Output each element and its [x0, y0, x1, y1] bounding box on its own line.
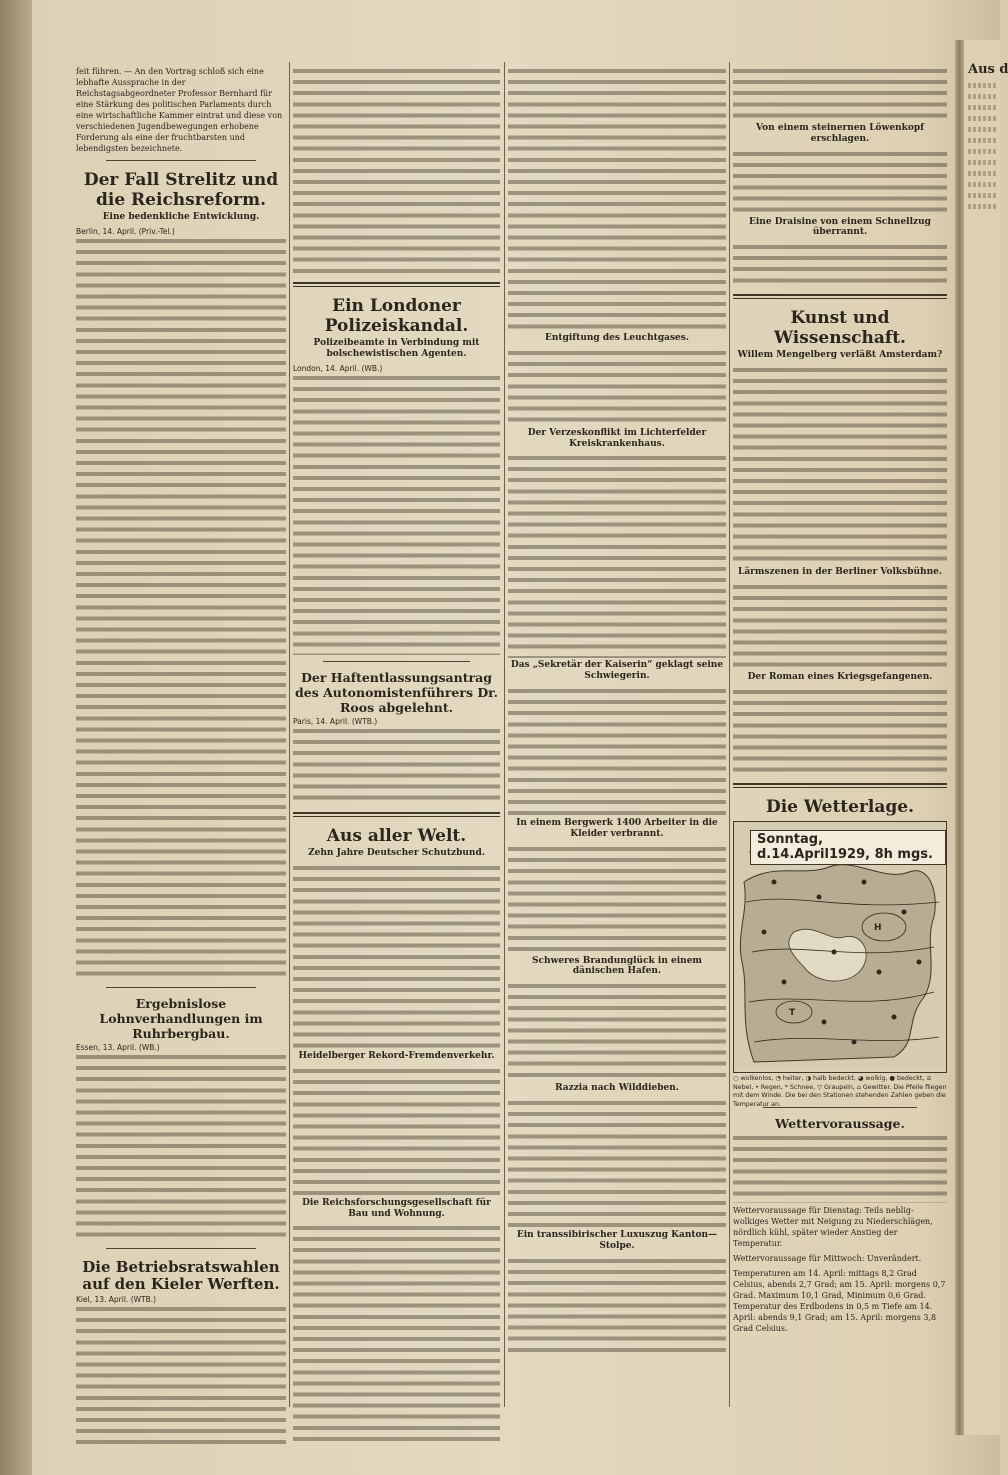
- article-body: [293, 1066, 500, 1196]
- column-3: [508, 66, 726, 1406]
- article-body: [733, 149, 947, 215]
- article-body: [293, 863, 500, 1049]
- subheadline: Zehn Jahre Deutscher Schutzbund.: [308, 848, 485, 859]
- adjacent-page-headline: Aus d: [968, 62, 1008, 77]
- column-2: [293, 66, 500, 1406]
- article-body: [733, 66, 947, 121]
- article-body: [293, 726, 500, 804]
- subheadline: Heidelberger Rekord-Fremdenverkehr.: [298, 1051, 495, 1062]
- column-rule: [504, 62, 505, 1407]
- subheadline: Eine bedenkliche Entwicklung.: [102, 212, 260, 223]
- article-body: [293, 1223, 500, 1443]
- forecast-wednesday: Wettervoraussage für Mittwoch: Unverändert.: [733, 1254, 922, 1264]
- subheadline: Schweres Brandunglück in einem dänischen Hafen.: [532, 955, 702, 977]
- article-body: [733, 365, 947, 565]
- headline: Die Betriebsratswahlen auf den Kieler Werften.: [82, 1257, 280, 1294]
- section-headline: Kunst und Wissenschaft.: [774, 308, 906, 348]
- subheadline: Razzia nach Wilddieben.: [555, 1083, 679, 1094]
- headline: Ergebnislose Lohnverhandlungen im Ruhrbergbau.: [99, 995, 263, 1041]
- subheadline: Ein transsibirischer Luxuszug Kanton—Stolpe.: [516, 1229, 718, 1251]
- article-body: [508, 1098, 726, 1228]
- forecast-tuesday: Wettervoraussage für Dienstag: Teils neblig-wolkiges Wetter mit Neigung zu Niederschlägen, nördlich kühl, später wieder Anstieg der Temperatur.: [733, 1206, 933, 1249]
- article-body: [508, 844, 726, 954]
- article-body: [508, 66, 726, 331]
- article-body: [508, 453, 726, 658]
- article-body: [733, 1133, 947, 1203]
- subheadline: Der Roman eines Kriegsgefangenen.: [747, 671, 933, 682]
- dateline: London, 14. April. (WB.): [293, 363, 383, 373]
- subheadline: Willem Mengelberg verläßt Amsterdam?: [737, 350, 943, 361]
- subheadline: Die Reichsforschungsgesellschaft für Bau und Wohnung.: [302, 1197, 491, 1219]
- article-body: [293, 373, 500, 655]
- subheadline: Von einem steinernen Löwenkopf erschlagen.: [756, 123, 924, 144]
- article-body: [508, 1256, 726, 1356]
- article-body: [508, 686, 726, 816]
- section-headline: Aus aller Welt.: [326, 825, 467, 846]
- dateline: Essen, 13. April. (WB.): [76, 1042, 160, 1052]
- article-body: [733, 582, 947, 670]
- article-body: [733, 687, 947, 775]
- binding-edge: [0, 0, 32, 1475]
- page-gutter: [955, 40, 964, 1435]
- adjacent-page: [964, 40, 1008, 1435]
- subheadline: In einem Bergwerk 1400 Arbeiter in die Kleider verbrannt.: [516, 817, 718, 839]
- article-body: [508, 348, 726, 426]
- article-body: [76, 1304, 286, 1444]
- article-body: [733, 242, 947, 286]
- subheadline: Entgiftung des Leuchtgases.: [545, 333, 689, 343]
- svg-text:T: T: [789, 1008, 796, 1019]
- subheadline: Eine Draisine von einem Schnellzug überrannt.: [749, 216, 931, 238]
- headline: Wettervoraussage.: [775, 1116, 905, 1132]
- article-continuation: feit führen. — An den Vortrag schloß sich eine lebhafte Aussprache in der Reichstagsabgeordneter Professor Bernhard für eine Stärkung des politischen Parlaments durch eine wirtschaftliche Kammer eintrat und diese von verschiedenen Jugendbewegungen erhobene Forderung als eine der fruchtbarsten und lebendigsten bezeichnete.: [76, 67, 283, 153]
- headline: Der Haftentlassungsantrag des Autonomistenführers Dr. Roos abgelehnt.: [295, 669, 498, 715]
- column-4: [733, 66, 947, 1406]
- column-rule: [729, 62, 730, 1407]
- temperature-report: Temperaturen am 14. April: mittags 8,2 Grad Celsius, abends 2,7 Grad; am 15. April: morgens 0,7 Grad. Maximum 10,1 Grad, Minimum 0,6 Grad. Temperatur des Erdbodens in 0,5 m Tiefe am 14. April: abends 9,1 Grad; am 15. April: morgens 3,8 Grad Celsius.: [733, 1269, 946, 1334]
- subheadline: Polizeibeamte in Verbindung mit bolschewistischen Agenten.: [313, 338, 480, 359]
- article-body: [508, 981, 726, 1081]
- article-body: [293, 66, 500, 274]
- svg-text:H: H: [874, 923, 882, 934]
- article-body: [76, 1052, 286, 1242]
- subheadline: Der Verzeskonflikt im Lichterfelder Kreiskrankenhaus.: [527, 427, 707, 449]
- headline: Ein Londoner Polizeiskandal.: [324, 296, 469, 336]
- article-body: [76, 236, 286, 981]
- headline: Der Fall Strelitz und die Reichsreform.: [83, 170, 279, 210]
- dateline: Berlin, 14. April. (Priv.-Tel.): [76, 226, 175, 236]
- column-rule: [289, 62, 290, 1407]
- weather-map-legend: ○ wolkenlos, ◔ heiter, ◑ halb bedeckt, ◕ wolkig, ● bedeckt, ≡ Nebel, • Regen, * Schnee, ▽ Graupeln, ⌂ Gewitter. Die Pfeile fliegen mit dem Winde. Die bei den Stationen stehenden Zahlen geben die Temperatur an.: [733, 1075, 947, 1108]
- weather-map-caption: Sonntag, d.14.April1929, 8h mgs.: [750, 830, 946, 865]
- section-headline: Die Wetterlage.: [765, 796, 915, 817]
- dateline: Paris, 14. April. (WTB.): [293, 716, 378, 726]
- dateline: Kiel, 13. April. (WTB.): [76, 1295, 157, 1305]
- column-1: [76, 66, 286, 1406]
- subheadline: Das „Sekretär der Kaiserin“ geklagt seine Schwiegerin.: [510, 660, 724, 682]
- subheadline: Lärmszenen in der Berliner Volksbühne.: [738, 567, 942, 578]
- weather-map: [733, 821, 947, 1073]
